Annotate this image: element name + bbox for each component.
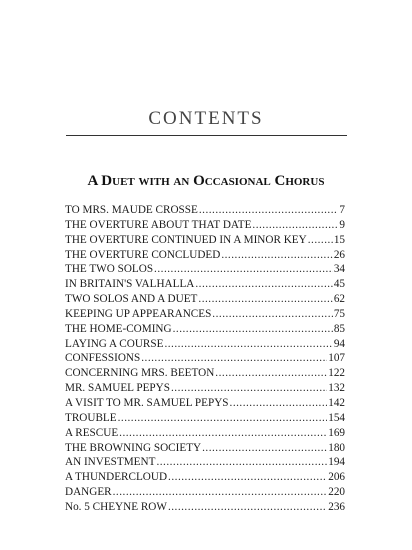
toc-entry-title: DANGER xyxy=(65,486,112,499)
toc-entry[interactable] xyxy=(65,470,345,485)
toc-entry-title: TROUBLE xyxy=(65,411,117,424)
toc-dot-leader xyxy=(119,426,327,441)
toc-entry[interactable] xyxy=(65,203,345,218)
toc-entry-page: 220 xyxy=(328,486,345,499)
toc-entry-page: 75 xyxy=(333,307,345,320)
toc-entry-title: THE OVERTURE CONCLUDED xyxy=(65,248,221,261)
toc-entry-title: THE TWO SOLOS xyxy=(65,263,154,276)
toc-entry-page: 194 xyxy=(328,456,345,469)
toc-entry-title: LAYING A COURSE xyxy=(65,337,164,350)
toc-dot-leader xyxy=(171,381,327,396)
toc-dot-leader xyxy=(154,262,333,277)
toc-entry[interactable] xyxy=(65,262,345,277)
toc-entry-title: A THUNDERCLOUD xyxy=(65,471,168,484)
toc-entry-page: 94 xyxy=(333,337,345,350)
toc-dot-leader xyxy=(198,292,332,307)
toc-entry[interactable] xyxy=(65,426,345,441)
toc-entry[interactable] xyxy=(65,233,345,248)
toc-entry[interactable] xyxy=(65,441,345,456)
toc-entry[interactable] xyxy=(65,322,345,337)
toc-dot-leader xyxy=(113,485,328,500)
toc-entry-title: THE HOME-COMING xyxy=(65,322,172,335)
toc-entry-page: 34 xyxy=(333,263,345,276)
toc-entry[interactable] xyxy=(65,307,345,322)
toc-entry-title: THE BROWNING SOCIETY xyxy=(65,441,202,454)
toc-entry-page: 142 xyxy=(328,396,345,409)
toc-entry-title: TO MRS. MAUDE CROSSE xyxy=(65,204,198,216)
toc-entry-page: 26 xyxy=(333,248,345,261)
toc-dot-leader xyxy=(156,455,327,470)
toc-entry[interactable] xyxy=(65,485,345,500)
toc-entry-title: No. 5 CHEYNE ROW xyxy=(65,500,167,513)
contents-heading: CONTENTS xyxy=(148,108,264,129)
toc-entry[interactable] xyxy=(65,500,345,515)
toc-entry-title: THE OVERTURE CONTINUED IN A MINOR KEY xyxy=(65,233,307,246)
toc-dot-leader xyxy=(141,351,327,366)
toc-entry-page: 154 xyxy=(328,411,345,424)
toc-entry[interactable] xyxy=(65,381,345,396)
toc-entry[interactable] xyxy=(65,455,345,470)
toc-entry-page: 107 xyxy=(328,352,345,365)
toc-entry-page: 85 xyxy=(333,322,345,335)
toc-dot-leader xyxy=(221,248,332,263)
toc-entry-title: A RESCUE xyxy=(65,426,119,439)
toc-entry-title: CONFESSIONS xyxy=(65,352,141,365)
toc-entry-title: CONCERNING MRS. BEETON xyxy=(65,367,215,380)
toc-dot-leader xyxy=(168,470,327,485)
toc-dot-leader xyxy=(195,277,332,292)
toc-dot-leader xyxy=(230,396,328,411)
toc-entry-title: AN INVESTMENT xyxy=(65,456,156,469)
toc-entry-page: 15 xyxy=(333,233,345,246)
book-title: A Duet with an Occasional Chorus xyxy=(87,173,325,189)
toc-entry-page: 180 xyxy=(328,441,345,454)
toc-entry-page: 122 xyxy=(328,367,345,380)
toc-entry[interactable] xyxy=(65,366,345,381)
toc-entry[interactable] xyxy=(65,396,345,411)
toc-entry-page: 45 xyxy=(333,278,345,291)
toc-dot-leader xyxy=(199,203,339,218)
toc-entry[interactable] xyxy=(65,292,345,307)
toc-entry-title: IN BRITAIN'S VALHALLA xyxy=(65,278,195,291)
toc-entry-page: 7 xyxy=(339,204,345,216)
toc-entry[interactable] xyxy=(65,337,345,352)
toc-dot-leader xyxy=(118,411,328,426)
toc-entry-page: 62 xyxy=(333,293,345,306)
toc-entry[interactable] xyxy=(65,277,345,292)
toc-dot-leader xyxy=(252,218,338,233)
toc-entry[interactable] xyxy=(65,351,345,366)
toc-entry-page: 9 xyxy=(339,218,345,231)
table-of-contents xyxy=(65,203,345,515)
toc-entry-title: A VISIT TO MR. SAMUEL PEPYS xyxy=(65,396,229,409)
toc-entry-page: 236 xyxy=(328,500,345,513)
toc-entry-page: 169 xyxy=(328,426,345,439)
toc-dot-leader xyxy=(168,500,327,515)
toc-entry[interactable] xyxy=(65,218,345,233)
toc-entry-title: THE OVERTURE ABOUT THAT DATE xyxy=(65,218,252,231)
toc-dot-leader xyxy=(173,322,333,337)
toc-dot-leader xyxy=(164,337,332,352)
toc-entry-page: 206 xyxy=(328,471,345,484)
toc-entry[interactable] xyxy=(65,248,345,263)
toc-entry[interactable] xyxy=(65,411,345,426)
toc-dot-leader xyxy=(212,307,333,322)
toc-entry-title: TWO SOLOS AND A DUET xyxy=(65,293,198,306)
toc-entry-title: KEEPING UP APPEARANCES xyxy=(65,307,212,320)
toc-dot-leader xyxy=(202,441,327,456)
toc-entry-page: 132 xyxy=(328,382,345,395)
toc-dot-leader xyxy=(308,233,333,248)
toc-entry-title: MR. SAMUEL PEPYS xyxy=(65,382,170,395)
heading-rule xyxy=(66,135,347,136)
toc-dot-leader xyxy=(215,366,327,381)
